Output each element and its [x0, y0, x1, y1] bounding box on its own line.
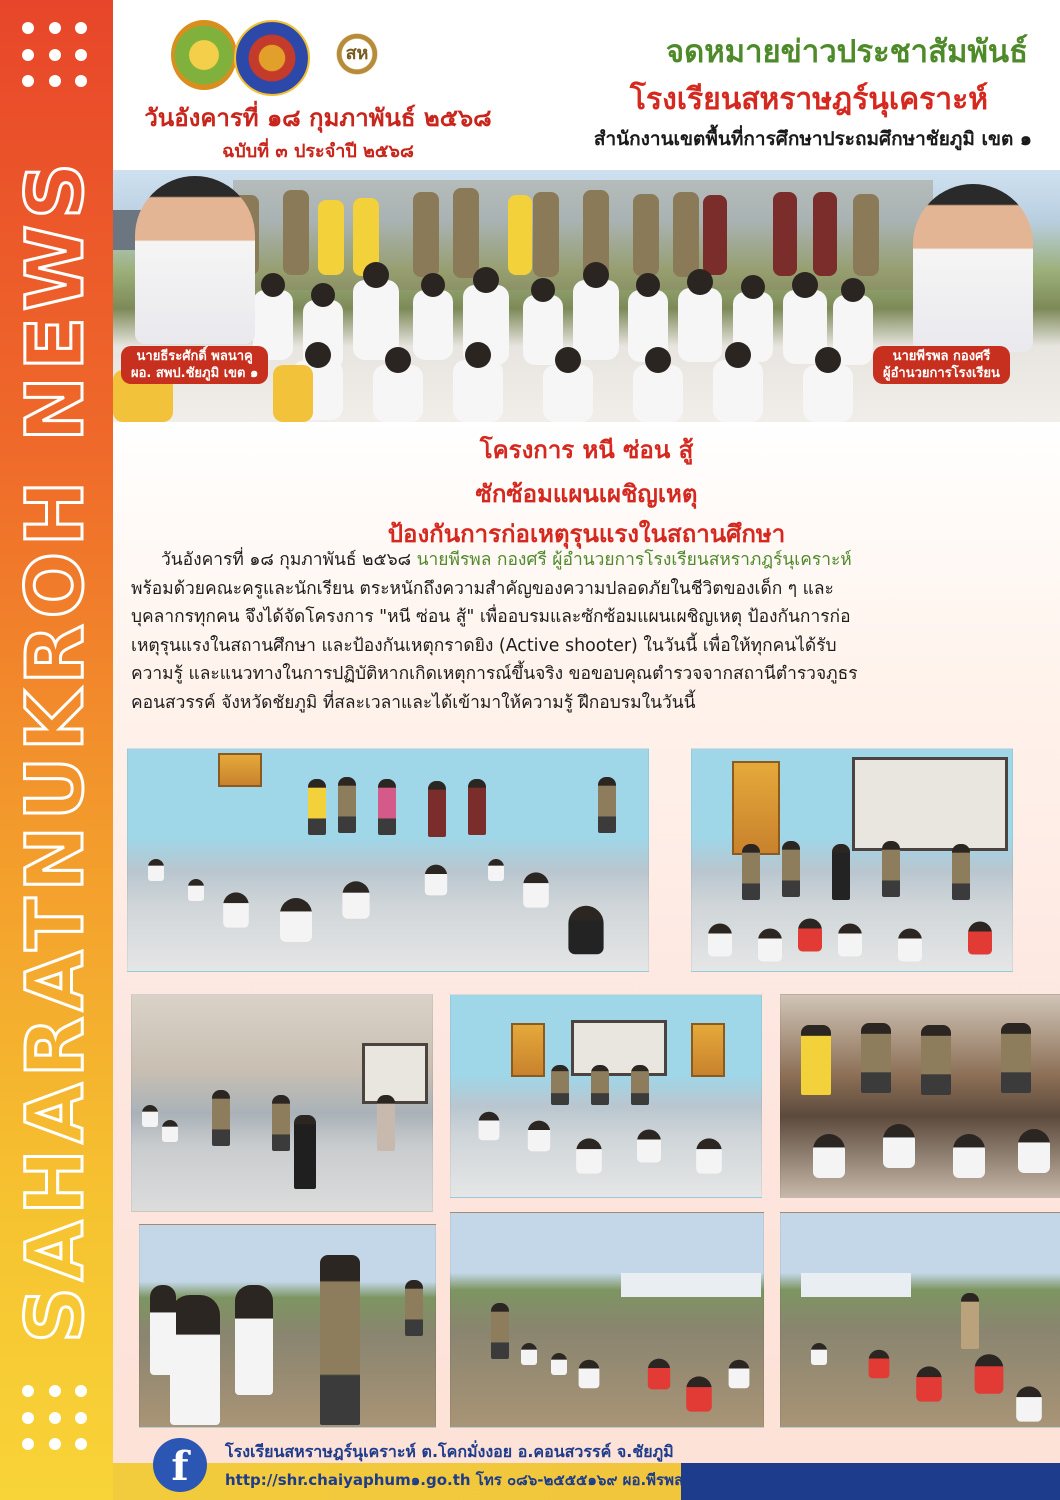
building-block: [801, 1273, 911, 1297]
student-figure: [838, 924, 862, 957]
right-caption-title: ผู้อำนวยการโรงเรียน: [883, 366, 1000, 381]
student-figure: [798, 919, 822, 952]
student-figure: [729, 1360, 750, 1389]
student-figure: [579, 1360, 600, 1389]
officer-figure: [551, 1065, 569, 1105]
article-line: คอนสวรรค์ จังหวัดชัยภูมิ ที่สละเวลาและได้เข้ามาให้ความรู้ ฝึกอบรมในวันนี้: [131, 692, 696, 713]
article-body: [131, 546, 1041, 718]
article-lead: วันอังคารที่ ๑๘ กุมภาพันธ์ ๒๕๖๘: [161, 550, 417, 570]
projection-screen: [571, 1020, 667, 1076]
dots-decoration-bottom: [22, 1385, 92, 1455]
headline-drill: ซักซ้อมแผนเผชิญเหตุ: [475, 480, 698, 508]
article-line: เหตุรุนแรงในสถานศึกษา และป้องกันเหตุกราดยิง (Active shooter) ในวันนี้ เพื่อให้ทุกคนได้รับ: [131, 635, 837, 656]
officer-figure: [338, 777, 356, 833]
student-figure: [568, 906, 603, 954]
headline-prevention: ป้องกันการก่อเหตุรุนแรงในสถานศึกษา: [387, 520, 786, 548]
facebook-icon[interactable]: f: [153, 1438, 207, 1492]
teacher-figure: [961, 1293, 979, 1349]
officer-figure: [952, 844, 970, 900]
student-figure: [758, 929, 782, 962]
projection-screen: [362, 1043, 428, 1104]
right-caption-name: นายพีรพล กองศรี: [892, 349, 991, 364]
teacher-figure: [308, 779, 326, 835]
student-figure: [523, 872, 549, 907]
student-figure: [551, 1353, 567, 1375]
issue-date: วันอังคารที่ ๑๘ กุมภาพันธ์ ๒๕๖๘: [144, 104, 492, 132]
header: [113, 0, 1060, 170]
student-figure: [150, 1285, 176, 1375]
student-figure: [521, 1343, 537, 1365]
left-caption-title: ผอ. สพป.ชัยภูมิ เขต ๑: [131, 366, 259, 381]
student-figure: [1016, 1386, 1042, 1421]
officer-figure: [1001, 1023, 1031, 1093]
student-figure: [686, 1376, 712, 1411]
student-figure: [708, 924, 732, 957]
school-name: โรงเรียนสหราษฎร์นุเคราะห์: [629, 82, 988, 117]
student-figure: [648, 1359, 670, 1390]
student-figure: [223, 892, 249, 927]
officer-figure: [742, 844, 760, 900]
officer-figure: [212, 1090, 230, 1146]
student-figure: [280, 898, 312, 942]
office-name: สำนักงานเขตพื้นที่การศึกษาประถมศึกษาชัยภูมิ เขต ๑: [593, 128, 1032, 150]
teacher-figure: [801, 1025, 831, 1095]
school-logo: [321, 20, 393, 88]
vertical-banner-text: SAHARATNUKROH NEWS: [11, 156, 101, 1344]
officer-figure: [294, 1115, 316, 1189]
article-line: บุคลากรทุกคน จึงได้จัดโครงการ "หนี ซ่อน สู้" เพื่ออบรมและซักซ้อมแผนเผชิญเหตุ ป้องกันการก่อ: [131, 607, 851, 628]
school-director-portrait: [913, 184, 1033, 352]
headline-project: โครงการ หนี ซ่อน สู้: [479, 436, 694, 464]
article-line: พร้อมด้วยคณะครูและนักเรียน ตระหนักถึงความสำคัญของความปลอดภัยในชีวิตของเด็ก ๆ และ: [131, 578, 834, 599]
officer-figure: [832, 844, 850, 900]
portrait-frame: [732, 761, 780, 855]
left-caption: [121, 346, 268, 384]
student-figure: [637, 1130, 661, 1163]
gallery-photo-1: [127, 748, 649, 972]
student-figure: [528, 1121, 550, 1152]
dots-decoration-top: [22, 22, 92, 92]
gallery-photo-4: [450, 994, 762, 1198]
student-figure: [142, 1105, 158, 1127]
student-figure: [813, 1134, 845, 1178]
student-figure: [425, 865, 447, 896]
teacher-figure: [378, 779, 396, 835]
area-office-logo: [234, 20, 310, 96]
teacher-figure: [377, 1095, 395, 1151]
left-caption-name: นายธีระศักดิ์ พลนาคู: [136, 349, 253, 364]
student-figure: [235, 1285, 273, 1395]
student-figure: [968, 922, 992, 955]
teacher-figure: [468, 779, 486, 835]
article-line: ความรู้ และแนวทางในการปฏิบัติหากเกิดเหตุการณ์ขึ้นจริง ขอขอบคุณตำรวจจากสถานีตำรวจภูธร: [131, 664, 858, 685]
student-figure: [953, 1134, 985, 1178]
portrait-frame: [691, 1023, 725, 1077]
gallery-photo-6: [139, 1224, 436, 1428]
district-director-portrait: [135, 176, 255, 344]
obec-logo: [171, 20, 237, 90]
footer-address: โรงเรียนสหราษฎร์นุเคราะห์ ต.โคกมั่งงอย อ.คอนสวรรค์ จ.ชัยภูมิ: [225, 1442, 674, 1461]
student-figure: [576, 1138, 602, 1173]
projection-screen: [852, 757, 1008, 851]
gallery-photo-7: [450, 1212, 764, 1428]
left-banner: [0, 0, 113, 1500]
officer-figure: [861, 1023, 891, 1093]
student-figure: [883, 1124, 915, 1168]
officer-figure: [782, 841, 800, 897]
student-figure: [148, 859, 164, 881]
portrait-frame: [218, 753, 262, 787]
newsletter-title: จดหมายข่าวประชาสัมพันธ์: [665, 34, 1028, 70]
right-caption: [873, 346, 1010, 384]
hero-group-photo: [113, 170, 1060, 422]
student-figure: [188, 879, 204, 901]
student-figure: [898, 929, 922, 962]
student-figure: [975, 1354, 1004, 1394]
gallery-photo-8: [780, 1212, 1060, 1428]
student-figure: [479, 1112, 500, 1141]
student-figure: [170, 1295, 220, 1425]
officer-figure: [591, 1065, 609, 1105]
student-figure: [1018, 1129, 1050, 1173]
officer-figure: [882, 841, 900, 897]
officer-figure: [405, 1280, 423, 1336]
newsletter-page: [113, 0, 1060, 1500]
officer-figure: [320, 1255, 360, 1425]
student-figure: [811, 1343, 827, 1365]
gallery-photo-5: [780, 994, 1060, 1198]
gallery-photo-3: [131, 994, 433, 1212]
student-figure: [342, 881, 369, 918]
student-figure: [696, 1138, 722, 1173]
footer-contact[interactable]: http://shr.chaiyaphum๑.go.th โทร ๐๘๖-๒๕๕๕๑๖๙ ผอ.พีรพล กองศรี: [225, 1471, 732, 1489]
portrait-frame: [511, 1023, 545, 1077]
article-lead-highlight: นายพีรพล กองศรี ผู้อำนวยการโรงเรียนสหราภฎร์นุเคราะห์: [416, 550, 852, 570]
student-figure: [162, 1120, 178, 1142]
officer-figure: [272, 1095, 290, 1151]
building-block: [621, 1273, 761, 1297]
officer-figure: [921, 1025, 951, 1095]
student-figure: [869, 1350, 890, 1379]
issue-number: ฉบับที่ ๓ ประจำปี ๒๕๖๘: [222, 141, 414, 162]
officer-figure: [491, 1303, 509, 1359]
teacher-figure: [428, 781, 446, 837]
student-figure: [916, 1366, 942, 1401]
student-figure: [488, 859, 504, 881]
gallery-photo-2: [691, 748, 1013, 972]
officer-figure: [631, 1065, 649, 1105]
officer-figure: [598, 777, 616, 833]
